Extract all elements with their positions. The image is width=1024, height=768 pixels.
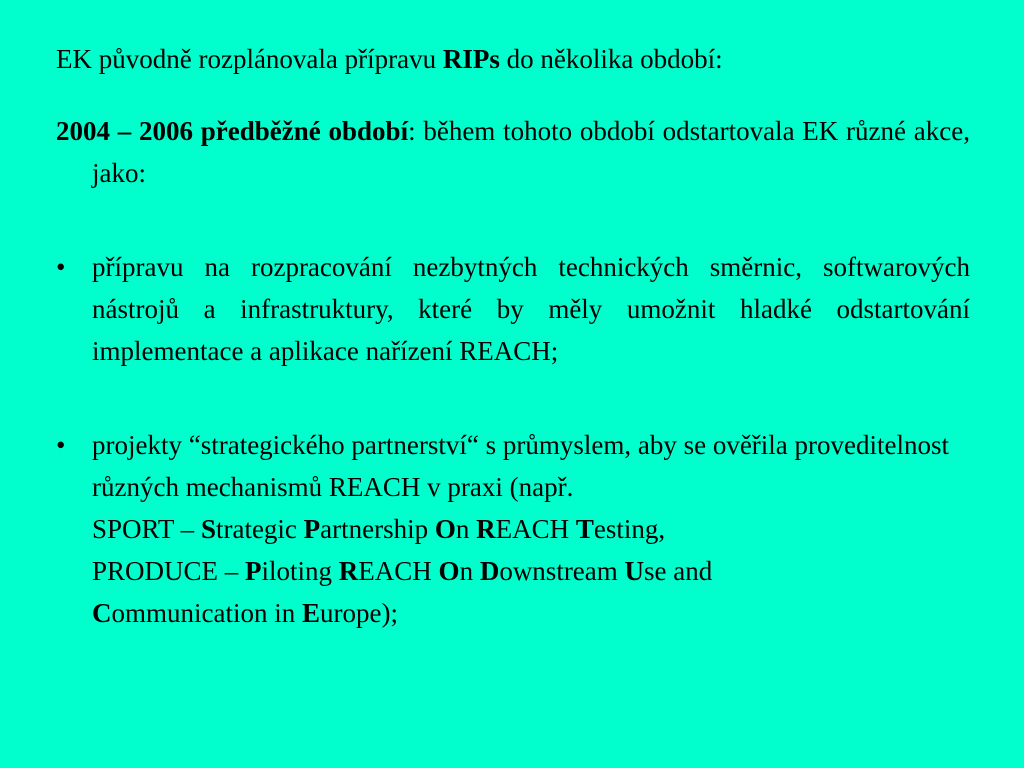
bullet-text-line1: projekty “strategického partnerství“ s průmyslem, aby se ověřila proveditelnost různých mechanismů REACH v praxi (např. (92, 430, 949, 502)
acronym-word: artnership (320, 514, 435, 544)
bullet-item-projects (56, 424, 970, 634)
acronym-word: EACH (358, 556, 439, 586)
period-text: : během tohoto období odstartovala EK různé akce, jako: (92, 116, 970, 188)
acronym-letter: P (303, 514, 321, 544)
bullet-icon: • (56, 252, 66, 282)
acronym-word: se and (644, 556, 713, 586)
acronym-word: EACH (495, 514, 576, 544)
intro-rips-bold: RIPs (442, 44, 500, 74)
bullet-text: přípravu na rozpracování nezbytných technických směrnic, softwarových nástrojů a infrastruktury, které by měly umožnit hladké odstartování implementace a aplikace nařízení REACH; (92, 252, 970, 366)
bullet-list (56, 246, 970, 634)
acronym-letter: O (434, 514, 456, 544)
acronym-letter: P (245, 556, 262, 586)
acronym-word: urope); (320, 598, 398, 628)
acronym-letter: S (200, 514, 216, 544)
intro-text-before: EK původně rozplánovala přípravu (56, 44, 443, 74)
intro-text-after: do několika období: (499, 44, 723, 74)
acronym-letter: E (301, 598, 320, 628)
period-paragraph (56, 110, 970, 194)
acronym-letter: O (438, 556, 460, 586)
acronym-word: esting, (593, 514, 666, 544)
acronym-word: trategic (215, 514, 304, 544)
acronym-word: ownstream (499, 556, 625, 586)
period-heading: 2004 – 2006 předběžné období (56, 116, 409, 146)
acronym-letter: T (575, 514, 594, 544)
bullet-item-preparation (56, 246, 970, 372)
sport-prefix: SPORT – (92, 514, 201, 544)
sport-acronym (92, 514, 665, 544)
intro-paragraph (56, 38, 970, 80)
produce-prefix: PRODUCE – (92, 556, 246, 586)
produce-acronym (92, 556, 712, 628)
bullet-icon: • (56, 430, 66, 460)
acronym-word: n (459, 556, 480, 586)
acronym-letter: R (476, 514, 496, 544)
acronym-word: ommunication in (111, 598, 302, 628)
acronym-letter: D (479, 556, 500, 586)
acronym-letter: C (92, 598, 112, 628)
acronym-letter: U (624, 556, 645, 586)
acronym-letter: R (338, 556, 359, 586)
acronym-word: iloting (261, 556, 339, 586)
acronym-word: n (455, 514, 477, 544)
slide-content (56, 38, 970, 686)
